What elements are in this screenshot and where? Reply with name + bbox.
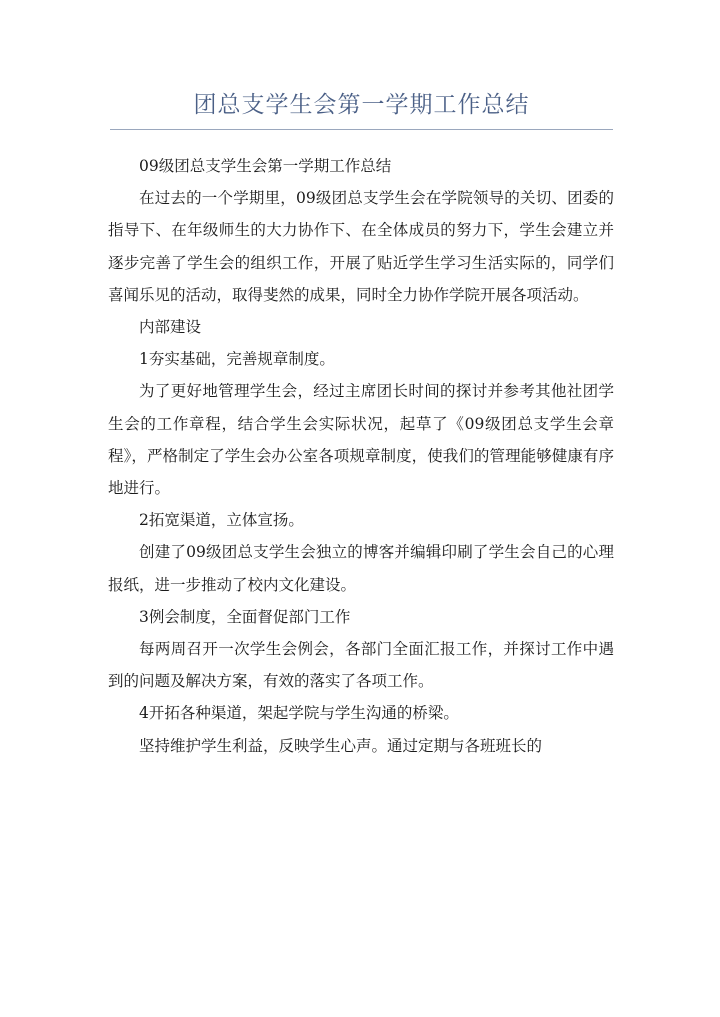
paragraph-intro: 在过去的一个学期里，09级团总支学生会在学院领导的关切、团委的指导下、在年级师生的大力协作下、在全体成员的努力下，学生会建立并逐步完善了学生会的组织工作，开展了贴近学生学习生活实际的，同学们喜闻乐见的活动，取得斐然的成果，同时全力协作学院开展各项活动。: [108, 189, 614, 304]
item-heading-4: 4开拓各种渠道，架起学院与学生沟通的桥梁。: [139, 704, 459, 723]
item-paragraph-1: 为了更好地管理学生会，经过主席团长时间的探讨并参考其他社团学生会的工作章程，结合学生会实际状况，起草了《09级团总支学生会章程》，严格制定了学生会办公室各项规章制度，使我们的管理能够健康有序地进行。: [108, 382, 614, 498]
item-heading-2: 2拓宽渠道，立体宣扬。: [139, 511, 304, 530]
document-title: 团总支学生会第一学期工作总结: [193, 92, 530, 118]
title-divider: [110, 129, 613, 130]
item-paragraph-3: 每两周召开一次学生会例会，各部门全面汇报工作，并探讨工作中遇到的问题及解决方案，有效的落实了各项工作。: [108, 640, 614, 691]
item-paragraph-2: 创建了09级团总支学生会独立的博客并编辑印刷了学生会自己的心理报纸，进一步推动了校内文化建设。: [108, 543, 614, 594]
item-heading-3: 3例会制度，全面督促部门工作: [139, 607, 351, 626]
item-heading-1: 1夯实基础，完善规章制度。: [139, 350, 335, 369]
section-heading-internal: 内部建设: [139, 318, 202, 337]
item-paragraph-4: 坚持维护学生利益，反映学生心声。通过定期与各班班长的: [139, 736, 543, 755]
paragraph-subtitle: 09级团总支学生会第一学期工作总结: [139, 157, 392, 175]
document-body: [108, 150, 614, 762]
